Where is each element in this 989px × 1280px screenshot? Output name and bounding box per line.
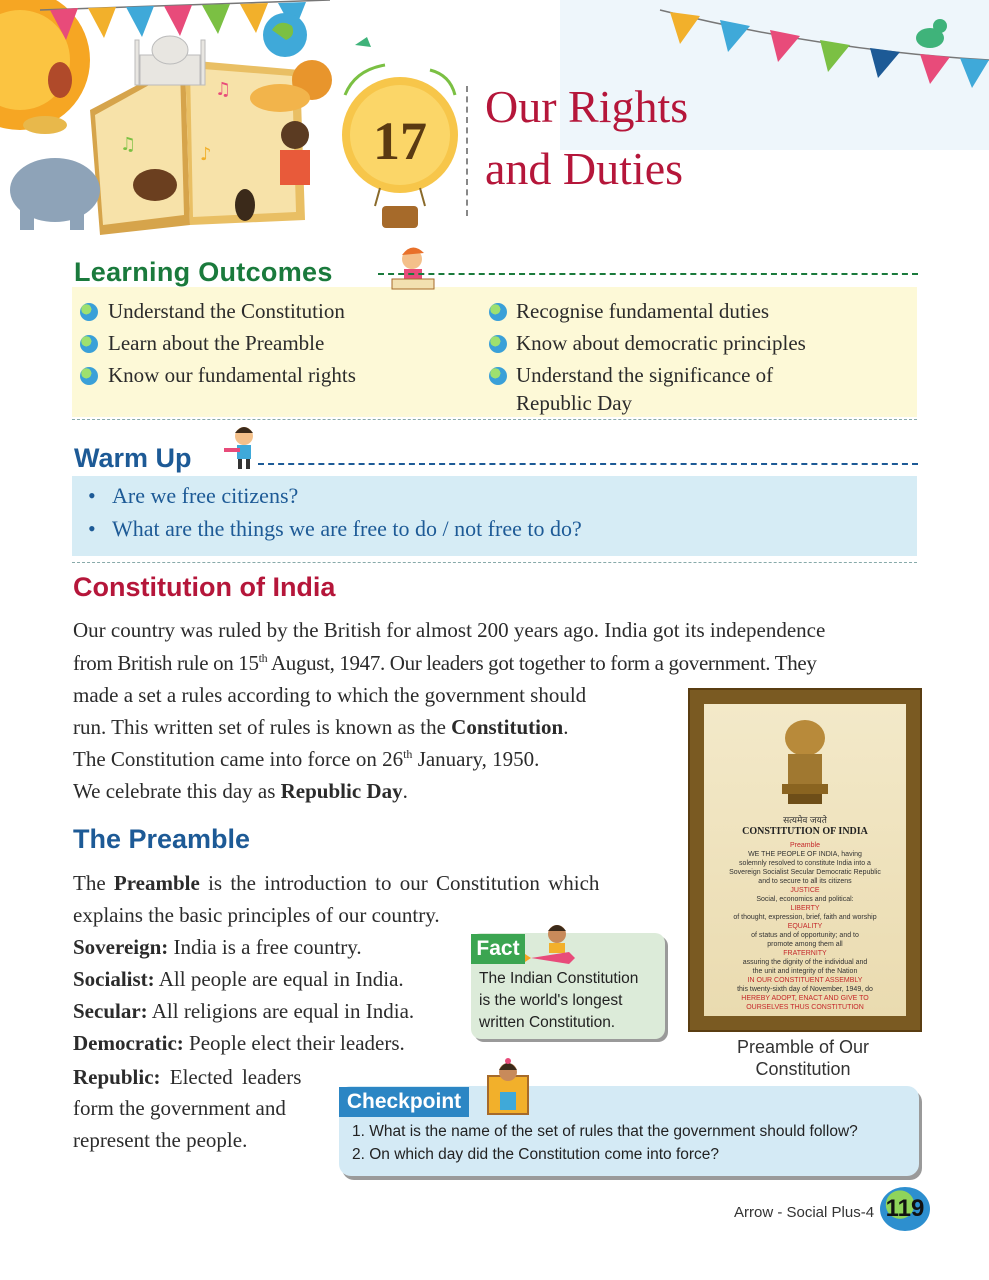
page-number: 119	[885, 1195, 925, 1222]
preamble-term: Democratic: People elect their leaders.	[73, 1031, 405, 1055]
preamble-poster-image	[688, 688, 922, 1032]
poster-motto: सत्यमेव जयते	[783, 815, 827, 825]
warm-up-question: Are we free citizens?	[112, 483, 299, 508]
chapter-number: 17	[373, 111, 427, 171]
section-heading-constitution: Constitution of India	[73, 572, 336, 602]
outcome-item: Learn about the Preamble	[108, 331, 325, 355]
learning-outcomes-bottom-rule	[72, 419, 917, 420]
warm-up-heading: Warm Up	[74, 443, 192, 473]
svg-text:♪: ♪	[200, 144, 212, 165]
fact-label: Fact	[471, 934, 525, 964]
preamble-term: Secular: All religions are equal in India.	[73, 999, 415, 1023]
svg-text:♫: ♫	[120, 134, 137, 155]
poster-text-line: HEREBY ADOPT, ENACT AND GIVE TO	[741, 995, 869, 1002]
checkpoint-label: Checkpoint	[339, 1087, 469, 1117]
poster-text-line: LIBERTY	[790, 905, 820, 912]
preamble-term: Socialist: All people are equal in India.	[73, 967, 404, 991]
fact-text-line: written Constitution.	[479, 1014, 616, 1031]
globe-bullet-icon	[80, 335, 98, 353]
warm-up-question: What are the things we are free to do / not free to do?	[112, 516, 582, 541]
poster-text-line: Social, economics and political:	[756, 896, 854, 903]
poster-caption: Preamble of Our Constitution	[736, 1037, 870, 1079]
checkpoint-question: 2. On which day did the Constitution come into force?	[352, 1146, 720, 1163]
book-name: Arrow - Social Plus-4	[734, 1204, 875, 1221]
body-line: The Preamble is the introduction to our Constitution which	[73, 871, 600, 895]
globe-bullet-icon	[489, 367, 507, 385]
learning-outcomes-divider	[378, 273, 918, 275]
boy-on-rocket-icon	[525, 922, 585, 970]
poster-text-line: solemnly resolved to constitute India into a	[739, 860, 871, 867]
poster-text-line: Sovereign Socialist Secular Democratic Republic	[729, 869, 881, 876]
body-line: The Constitution came into force on 26th January, 1950.	[73, 747, 540, 771]
warm-up-divider	[258, 463, 918, 465]
fact-text-line: is the world's longest	[479, 992, 623, 1009]
mask-illustration	[48, 62, 72, 98]
dancer-illustration	[281, 121, 309, 149]
boy-with-pencil-icon	[222, 424, 262, 474]
reading-girl-icon	[382, 245, 444, 297]
outcome-item: Know about democratic principles	[516, 331, 806, 355]
chapter-title	[485, 76, 688, 200]
poster-text-line: of thought, expression, brief, faith and worship	[733, 914, 877, 921]
fact-text-line: The Indian Constitution	[479, 970, 639, 987]
poster-text-line: and to secure to all its citizens	[758, 878, 852, 885]
preamble-term: Republic: Elected leaders	[73, 1065, 302, 1089]
checkpoint-question: 1. What is the name of the set of rules that the government should follow?	[352, 1123, 858, 1140]
taj-mahal-illustration	[135, 36, 205, 85]
ashoka-emblem-icon	[774, 716, 836, 808]
chapter-title-line-2: and Duties	[485, 143, 684, 194]
poster-text-line: assuring the dignity of the individual and	[742, 959, 868, 966]
globe-bullet-icon	[489, 335, 507, 353]
body-line: explains the basic principles of our country.	[73, 903, 440, 927]
globe-bullet-icon	[80, 303, 98, 321]
poster-text-line: promote among them all	[767, 941, 843, 948]
outcome-item: Recognise fundamental duties	[516, 299, 770, 323]
poster-text-line: this twenty-sixth day of November, 1949, do	[737, 986, 873, 993]
body-line: made a set a rules according to which the government should	[73, 683, 587, 707]
preamble-term: Sovereign: India is a free country.	[73, 935, 362, 959]
svg-text:♫: ♫	[215, 79, 232, 100]
outcome-item: Know our fundamental rights	[108, 363, 356, 387]
chapter-title-line-1: Our Rights	[485, 81, 689, 132]
poster-text-line: of status and of opportunity; and to	[751, 932, 859, 939]
poster-text-line: JUSTICE	[790, 887, 820, 894]
body-line: from British rule on 15th August, 1947. Our leaders got together to form a government. They	[73, 651, 817, 675]
outcome-item: Understand the significance of	[516, 363, 774, 387]
section-heading-preamble: The Preamble	[73, 824, 251, 854]
poster-text-line: Preamble	[790, 842, 820, 849]
poster-text-line: OURSELVES THUS CONSTITUTION	[746, 1004, 864, 1011]
globe-bullet-icon	[80, 367, 98, 385]
warm-up-bottom-rule	[72, 562, 917, 563]
bullet-icon: •	[88, 516, 96, 541]
poster-text-line: WE THE PEOPLE OF INDIA, having	[748, 851, 862, 858]
chapter-divider	[466, 86, 468, 216]
poster-text-line: IN OUR CONSTITUENT ASSEMBLY	[747, 977, 863, 984]
body-line: represent the people.	[73, 1128, 248, 1152]
learning-outcomes-heading: Learning Outcomes	[74, 257, 333, 287]
poster-text-line: FRATERNITY	[783, 950, 827, 957]
outcome-item: Understand the Constitution	[108, 299, 345, 323]
poster-title: CONSTITUTION OF INDIA	[742, 826, 868, 837]
body-line: form the government and	[73, 1096, 286, 1120]
body-line: We celebrate this day as Republic Day.	[73, 779, 408, 803]
outcome-item-continued: Republic Day	[516, 391, 633, 415]
poster-text-line: the unit and integrity of the Nation	[752, 968, 858, 975]
globe-bullet-icon	[489, 303, 507, 321]
bullet-icon: •	[88, 483, 96, 508]
poster-text-line: EQUALITY	[787, 923, 823, 930]
body-line: run. This written set of rules is known as the Constitution.	[73, 715, 569, 739]
girl-with-board-icon	[486, 1058, 530, 1116]
body-line: Our country was ruled by the British for almost 200 years ago. India got its independence	[73, 618, 826, 642]
cheetah-illustration	[23, 116, 67, 134]
